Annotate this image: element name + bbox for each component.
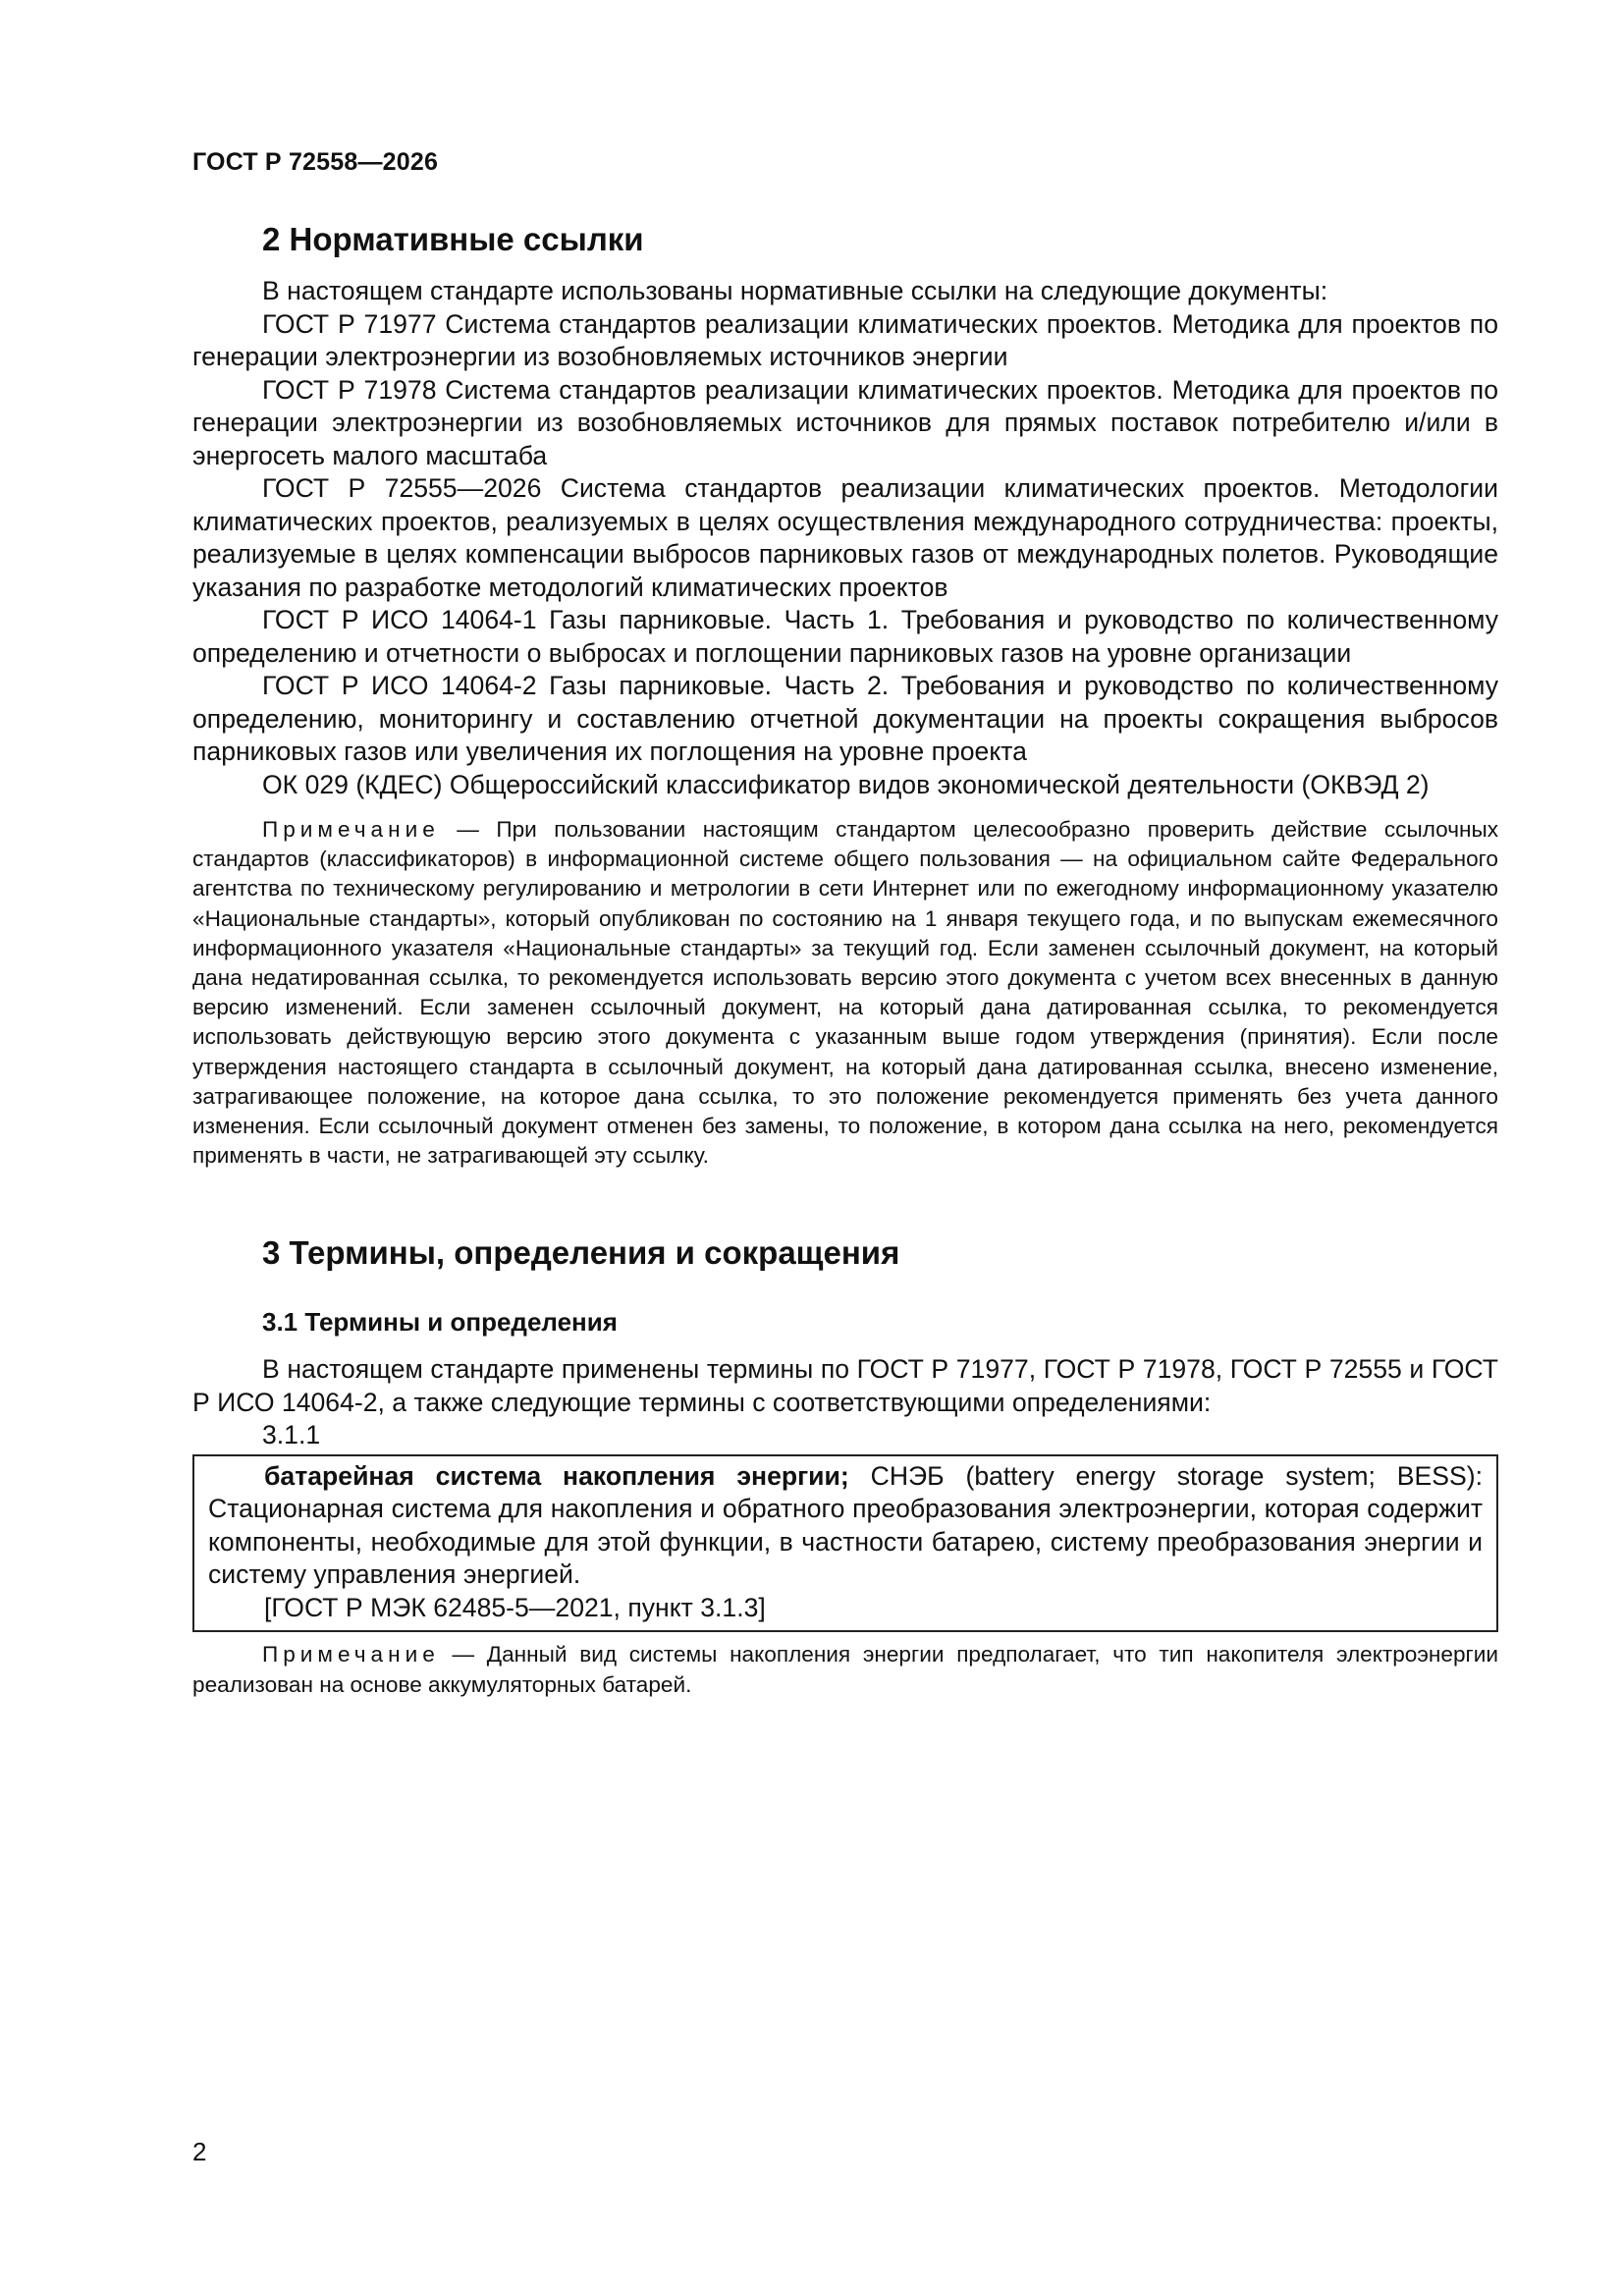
note-label: Примечание	[262, 817, 440, 842]
page-number: 2	[192, 2137, 207, 2166]
reference-item: ГОСТ Р ИСО 14064-2 Газы парниковые. Часть 2. Требования и руководство по количественному определению, мониторингу и составлению отчетной документации на проекты сокращения выбросов парниковых газов или увеличения их поглощения на уровне проекта	[192, 671, 1498, 766]
section-2-intro: В настоящем стандарте использованы нормативные ссылки на следующие документы:	[262, 276, 1328, 305]
reference-item: ОК 029 (КДЕС) Общероссийский классификатор видов экономической деятельности (ОКВЭД 2)	[262, 769, 1430, 799]
page-content	[192, 218, 1498, 1700]
term-definition	[208, 1460, 1483, 1592]
note-text: — Данный вид системы накопления энергии предполагает, что тип накопителя электроэнергии реализован на основе аккумуляторных батарей.	[192, 1642, 1498, 1697]
section-3-note	[192, 1640, 1498, 1699]
section-2-title: 2 Нормативные ссылки	[262, 221, 644, 257]
document-header: ГОСТ Р 72558—2026	[192, 148, 439, 176]
section-2-note	[192, 815, 1498, 1171]
section-3-title: 3 Термины, определения и сокращения	[262, 1234, 900, 1272]
term-source: [ГОСТ Р МЭК 62485-5—2021, пункт 3.1.3]	[264, 1592, 766, 1622]
reference-item: ГОСТ Р 71977 Система стандартов реализации климатических проектов. Методика для проектов по генерации электроэнергии из возобновляемых источников энергии	[192, 308, 1498, 371]
reference-item: ГОСТ Р ИСО 14064-1 Газы парниковые. Часть 1. Требования и руководство по количественному определению и отчетности о выбросах и поглощении парниковых газов на уровне организации	[192, 605, 1498, 668]
reference-item: ГОСТ Р 71978 Система стандартов реализации климатических проектов. Методика для проектов по генерации электроэнергии из возобновляемых источников для прямых поставок потребителю и/или в энергосеть малого масштаба	[192, 374, 1498, 470]
section-3-intro: В настоящем стандарте применены термины по ГОСТ Р 71977, ГОСТ Р 71978, ГОСТ Р 72555 и ГОСТ Р ИСО 14064-2, а также следующие термины с соответствующими определениями:	[192, 1354, 1498, 1417]
term-number: 3.1.1	[262, 1420, 321, 1450]
note-text: — При пользовании настоящим стандартом целесообразно проверить действие ссылочных стандартов (классификаторов) в информационной системе общего пользования — на официальном сайте Федерального агентства по техническому регулированию и метрологии в сети Интернет или по ежегодному информационному указателю «Национальные стандарты», который опубликован по состоянию на 1 января текущего года, и по выпускам ежемесячного информационного указателя «Национальные стандарты» за текущий год. Если заменен ссылочный документ, на который дана недатированная ссылка, то рекомендуется использовать версию этого документа с учетом всех внесенных в данную версию изменений. Если заменен ссылочный документ, на который дана датированная ссылка, то рекомендуется использовать действующую версию этого документа с указанным выше годом утверждения (принятия). Если после утверждения настоящего стандарта в ссылочный документ, на который дана датированная ссылка, внесено изменение, затрагивающее положение, на которое дана ссылка, то это положение рекомендуется применять без учета данного изменения. Если ссылочный документ отменен без замены, то положение, в котором дана ссылка на него, рекомендуется применять в части, не затрагивающей эту ссылку.	[192, 817, 1498, 1169]
subsection-3-1-title: 3.1 Термины и определения	[262, 1307, 618, 1338]
note-label: Примечание	[262, 1642, 440, 1667]
reference-item: ГОСТ Р 72555—2026 Система стандартов реализации климатических проектов. Методологии климатических проектов, реализуемых в целях осуществления международного сотрудничества: проекты, реализуемые в целях компенсации выбросов парниковых газов от международных полетов. Руководящие указания по разработке методологий климатических проектов	[192, 473, 1498, 602]
term-definition-box	[192, 1454, 1498, 1633]
term-name: батарейная система накопления энергии;	[264, 1460, 849, 1491]
term-text: СНЭБ (battery energy storage system; BESS): Стационарная система для накопления и обратного преобразования электроэнергии, которая содержит компоненты, необходимые для этой функции, в частности батарею, систему преобразования энергии и систему управления энергией.	[208, 1460, 1483, 1590]
